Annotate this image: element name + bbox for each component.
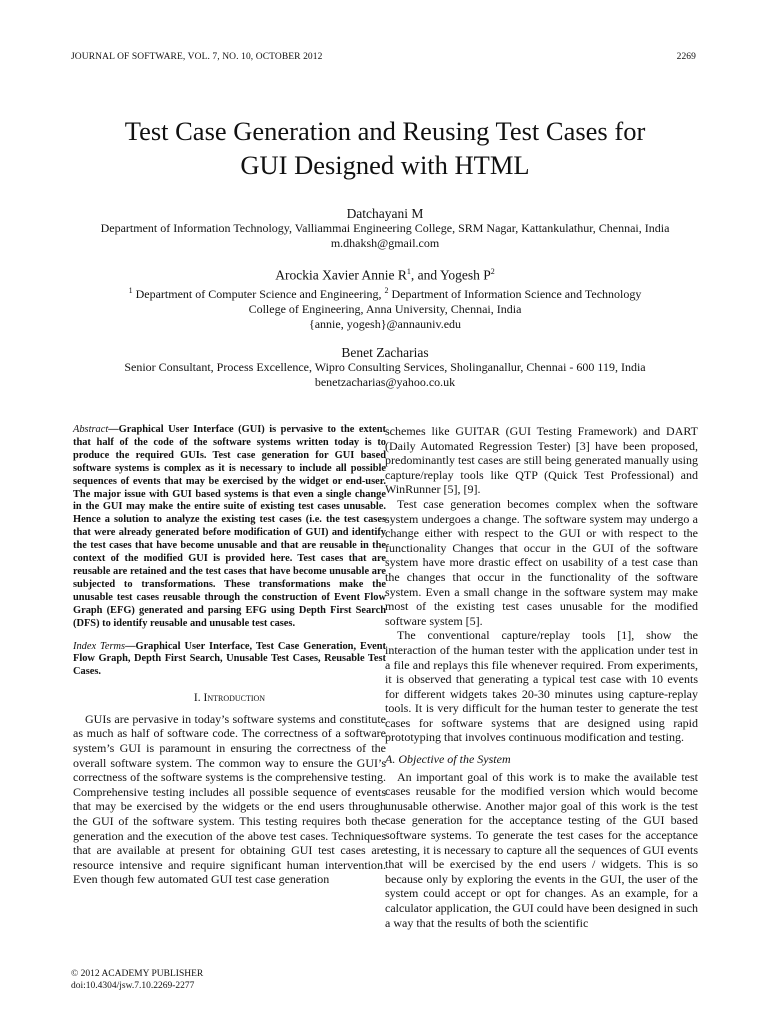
author-name-2a: Arockia Xavier Annie R xyxy=(275,267,407,283)
intro-paragraph-1: GUIs are pervasive in today’s software systems and constitute as much as half of software code. The correctness of a software system’s GUI is paramount in ensuring the correctness of the overall software system. The common way to ensure the GUI’s correctness of the software systems is the comprehensive testing. Comprehensive testing includes all possible sequence of events that may be exercised by the widgets or the end users through the GUI of the software system. This testing requires both the generation and the execution of the above test cases. Techniques that are available at present for obtaining GUI test cases are resource intensive and require significant human intervention. Even though few automated GUI test case generation xyxy=(73,711,386,887)
abstract xyxy=(73,424,386,631)
author-email-3: benetzacharias@yahoo.co.uk xyxy=(314,374,456,389)
author-name-2 xyxy=(40,264,730,283)
section-heading-introduction: I. Introduction xyxy=(193,692,266,705)
affiliation-2a: Department of Computer Science and Engineering, xyxy=(132,286,385,301)
title-line-2: GUI Designed with HTML xyxy=(240,150,530,180)
abstract-lead: Abstract xyxy=(73,424,109,435)
index-terms-lead: Index Terms xyxy=(73,640,126,652)
title-line-1: Test Case Generation and Reusing Test Cases for xyxy=(124,116,646,146)
affiliation-2b: Department of Information Science and Technology xyxy=(388,286,642,301)
right-paragraph-1: schemes like GUITAR (GUI Testing Framework) and DART (Daily Automated Regression Tester) [3] have been proposed, predominantly test cases are still being generated manually using capture/replay tools like QTP (Quick Test Professional) and WinRunner [5], [9]. xyxy=(385,424,698,497)
abstract-text: —Graphical User Interface (GUI) is pervasive to the extent that half of the code of the software systems written today is to produce the required GUIs. Test case generation for GUI based software systems is complex as it is necessary to include all possible sequences of events that may be exercised by the widget or end-user. The major issue with GUI based systems is that even a single change in the GUI may make the entire suite of existing test cases unusable. Hence a solution to analyze the existing test cases (i.e. the test cases that were already generated before modification of GUI) and identify the test cases that have become unusable and that are reusable in the context of the modified GUI is provided here. Test cases that are reusable are retained and the test cases that have become unusable are subjected to transformations. These transformations make the unusable test cases reusable through the construction of Event Flow Graph (EFG) generated and parsing EFG using Depth First Search (DFS) to identify reusable and unusable test cases. xyxy=(73,424,386,629)
author-sup-1: 1 xyxy=(406,267,411,276)
author-sup-2: 2 xyxy=(490,267,495,276)
affiliation-sup-1: 1 xyxy=(128,285,133,295)
author-email-1: m.dhaksh@gmail.com xyxy=(330,236,440,250)
author-affiliation-2 xyxy=(40,283,730,302)
author-name-2b: , and Yogesh P xyxy=(410,267,491,283)
author-affiliation-1: Department of Information Technology, Valliammai Engineering College, SRM Nagar, Kattankulathur, Chennai, India xyxy=(100,221,670,235)
right-paragraph-2: Test case generation becomes complex when the software system undergoes a change. The software system may undergo a change either with respect to the GUI or with respect to the functionality Changes that occur in the GUI of the software system have more drastic effect on usability of a test case than the changes that occur in the functionality of the software system. Even a small change in the software system may make most of the existing test cases unusable for the modified software system [5]. xyxy=(385,496,698,628)
footer xyxy=(71,969,203,992)
subsection-heading-objective: A. Objective of the System xyxy=(385,752,511,767)
right-paragraph-4: An important goal of this work is to make the available test cases reusable for the modified version which would become unusable otherwise. Another major goal of this work is the test case generation for the acceptance testing of the GUI based software systems. To generate the test cases for the acceptance testing, it is necessary to capture all the sequences of GUI events that will be exercised by the end users / widgets. This is so because only by exploring the events in the GUI, the user of the system could accept or opt for changes. As an example, for a calculator application, the GUI could have been designed in such a way that the results of both the scientific xyxy=(385,769,698,930)
author-name-1: Datchayani M xyxy=(346,206,424,221)
running-head xyxy=(71,52,696,62)
index-terms xyxy=(73,641,386,680)
doi: doi:10.4304/jsw.7.10.2269-2277 xyxy=(71,980,195,991)
author-name-3: Benet Zacharias xyxy=(341,344,429,360)
left-column xyxy=(73,424,386,887)
index-terms-text: —Graphical User Interface, Test Case Generation, Event Flow Graph, Depth First Search, Unusable Test Cases, Reusable Test Cases. xyxy=(73,640,386,678)
right-paragraph-3: The conventional capture/replay tools [1], show the interaction of the human tester with the application under test in a file and replays this file whenever required. From experiments, it is observed that generating a typical test case with 10 events for different widgets takes 20-30 minutes using capture-replay tools. It is very difficult for the human tester to generate the test cases for software systems that are designed using rapid prototyping that involves continuous modification and testing. xyxy=(385,628,698,745)
author-block xyxy=(40,206,730,390)
author-affiliation-2-line2: College of Engineering, Anna University, Chennai, India xyxy=(248,301,522,316)
author-email-2: {annie, yogesh}@annauniv.edu xyxy=(308,316,462,331)
paper-title xyxy=(40,114,730,182)
author-affiliation-3: Senior Consultant, Process Excellence, Wipro Consulting Services, Sholinganallur, Chennai - 600 119, India xyxy=(124,359,646,374)
affiliation-sup-2: 2 xyxy=(384,285,389,295)
right-column xyxy=(385,424,698,930)
copyright-notice: © 2012 ACADEMY PUBLISHER xyxy=(71,969,204,979)
journal-citation: JOURNAL OF SOFTWARE, VOL. 7, NO. 10, OCTOBER 2012 xyxy=(71,52,323,62)
page-number: 2269 xyxy=(676,52,696,62)
